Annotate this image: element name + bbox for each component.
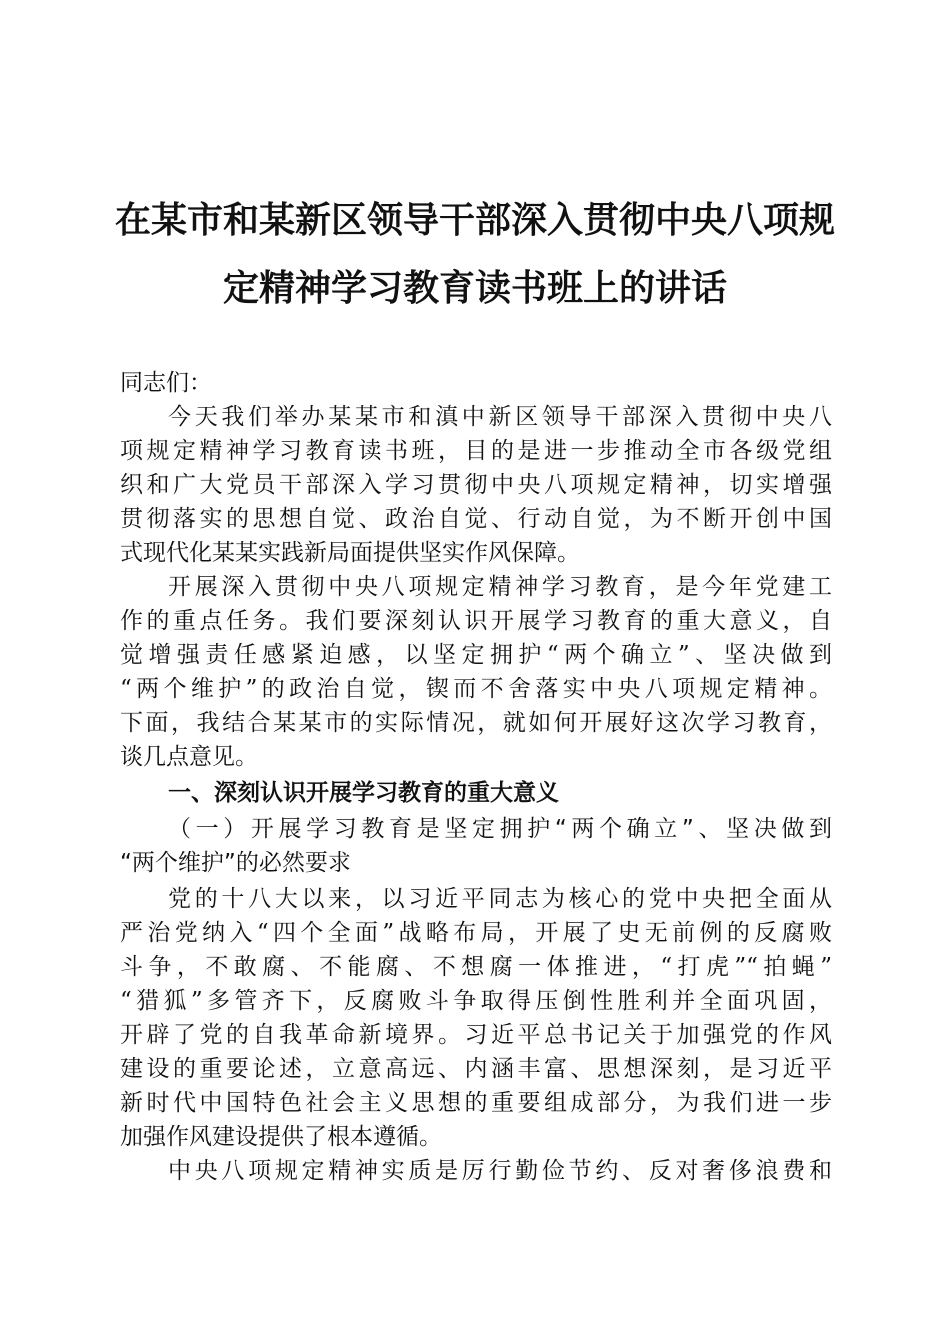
paragraph-3-line: 严治党纳入“四个全面”战略布局，开展了史无前例的反腐败 <box>120 920 832 946</box>
paragraph-2-line: 觉增强责任感紧迫感，以坚定拥护“两个确立”、坚决做到 <box>120 642 832 668</box>
paragraph-2-line: “两个维护”的政治自觉，锲而不舍落实中央八项规定精神。 <box>120 676 832 702</box>
paragraph-2-line: 作的重点任务。我们要深刻认识开展学习教育的重大意义，自 <box>120 608 832 634</box>
paragraph-3-line: 斗争，不敢腐、不能腐、不想腐一体推进，“打虎”“拍蝇” <box>120 954 832 980</box>
paragraph-1-line: 式现代化某某实践新局面提供坚实作风保障。 <box>120 540 580 566</box>
salutation: 同志们： <box>120 370 212 396</box>
paragraph-3-line: 党的十八大以来，以习近平同志为核心的党中央把全面从 <box>168 886 832 912</box>
section-heading-1: 一、深刻认识开展学习教育的重大意义 <box>168 780 559 806</box>
sub-heading-1-line: （一）开展学习教育是坚定拥护“两个确立”、坚决做到 <box>168 816 832 842</box>
paragraph-3-line: “猎狐”多管齐下，反腐败斗争取得压倒性胜利并全面巩固， <box>120 988 832 1014</box>
document-title-line-1: 在某市和某新区领导干部深入贯彻中央八项规 <box>114 199 835 241</box>
paragraph-1-line: 项规定精神学习教育读书班，目的是进一步推动全市各级党组 <box>120 438 832 464</box>
paragraph-3-line: 新时代中国特色社会主义思想的重要组成部分，为我们进一步 <box>120 1090 832 1116</box>
paragraph-3-line: 开辟了党的自我革命新境界。习近平总书记关于加强党的作风 <box>120 1022 832 1048</box>
paragraph-3-line: 建设的重要论述，立意高远、内涵丰富、思想深刻，是习近平 <box>120 1056 832 1082</box>
paragraph-1-line: 贯彻落实的思想自觉、政治自觉、行动自觉，为不断开创中国 <box>120 506 832 532</box>
paragraph-2-line: 开展深入贯彻中央八项规定精神学习教育，是今年党建工 <box>168 574 832 600</box>
document-title-line-2: 定精神学习教育读书班上的讲话 <box>222 267 727 309</box>
paragraph-1-line: 今天我们举办某某市和滇中新区领导干部深入贯彻中央八 <box>168 404 832 430</box>
paragraph-2-line: 下面，我结合某某市的实际情况，就如何开展好这次学习教育， <box>120 710 832 736</box>
paragraph-4-line: 中央八项规定精神实质是厉行勤俭节约、反对奢侈浪费和 <box>168 1158 832 1184</box>
paragraph-2-line: 谈几点意见。 <box>120 744 258 770</box>
paragraph-3-line: 加强作风建设提供了根本遵循。 <box>120 1124 442 1150</box>
sub-heading-1-line: “两个维护”的必然要求 <box>120 850 351 876</box>
paragraph-1-line: 织和广大党员干部深入学习贯彻中央八项规定精神，切实增强 <box>120 472 832 498</box>
